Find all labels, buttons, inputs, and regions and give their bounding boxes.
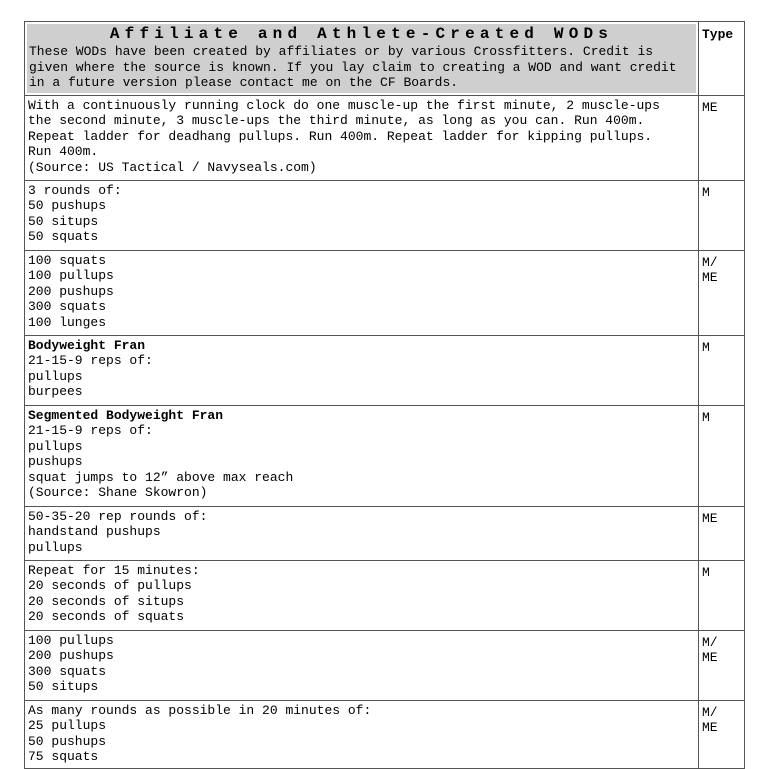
wod-type: [699, 630, 745, 700]
table-row: [25, 180, 745, 250]
wod-line: 20 seconds of situps: [28, 593, 185, 609]
table-row: [25, 630, 745, 700]
wod-line: 100 pullups: [28, 632, 114, 648]
wod-line: handstand pushups: [28, 524, 161, 539]
wod-line: 300 squats: [28, 663, 107, 679]
wod-line: pullups: [28, 438, 83, 454]
table-row: [25, 250, 745, 335]
wod-description: [25, 700, 699, 768]
wod-line: squat jumps to 12” above max reach: [28, 469, 294, 485]
wod-description: [25, 630, 699, 700]
wod-line: (Source: US Tactical / Navyseals.com): [28, 159, 317, 175]
wod-document: [24, 21, 744, 769]
wod-line: 50 situps: [28, 213, 99, 229]
wod-type-line: M/: [702, 704, 718, 720]
wod-line: 50 pushups: [28, 733, 107, 749]
wod-type-line: M/: [702, 254, 718, 270]
wod-type: [699, 250, 745, 335]
wod-line: 100 squats: [28, 252, 107, 268]
wod-line: 3 rounds of:: [28, 182, 122, 198]
wod-line: As many rounds as possible in 20 minutes of:: [28, 702, 372, 718]
wod-type-line: M/: [702, 634, 718, 650]
wod-description: [25, 250, 699, 335]
wod-type-line: ME: [702, 270, 718, 285]
wod-type-line: ME: [702, 650, 718, 665]
wod-line: 25 pullups: [28, 718, 107, 733]
wod-line: Repeat for 15 minutes:: [28, 562, 200, 578]
wod-line: 100 lunges: [28, 314, 107, 330]
table-row: [25, 405, 745, 506]
wod-description: [25, 180, 699, 250]
table-row: [25, 335, 745, 405]
page-title: Affiliate and Athlete-Created WODs: [109, 25, 614, 43]
wod-description: [25, 405, 699, 506]
wod-line: Run 400m.: [28, 144, 99, 159]
wod-line: 21-15-9 reps of:: [28, 423, 153, 438]
wod-type-line: ME: [702, 720, 718, 735]
header-cell: [25, 22, 699, 96]
wod-type: M: [699, 405, 745, 506]
wod-type: M: [699, 180, 745, 250]
wod-line: 21-15-9 reps of:: [28, 353, 153, 368]
wod-line: 20 seconds of pullups: [28, 578, 192, 593]
wod-title: Segmented Bodyweight Fran: [28, 407, 224, 423]
wod-type: M: [699, 335, 745, 405]
wod-description: [25, 506, 699, 560]
wod-line: 200 pushups: [28, 283, 114, 299]
wod-line: pullups: [28, 539, 83, 555]
wod-line: pushups: [28, 454, 83, 469]
wod-line: burpees: [28, 384, 83, 399]
wod-description: [25, 95, 699, 180]
type-column-header: Type: [699, 22, 745, 96]
wod-line: 100 pullups: [28, 268, 114, 283]
wod-line: Repeat ladder for deadhang pullups. Run 400m. Repeat ladder for kipping pullups.: [28, 128, 653, 144]
wod-description: [25, 560, 699, 630]
wod-type: ME: [699, 506, 745, 560]
wod-line: 200 pushups: [28, 648, 114, 663]
wod-line: pullups: [28, 368, 83, 384]
table-row: [25, 95, 745, 180]
wod-title: Bodyweight Fran: [28, 337, 146, 353]
wod-line: 20 seconds of squats: [28, 609, 185, 624]
wod-line: the second minute, 3 muscle-ups the third minute, as long as you can. Run 400m.: [28, 113, 645, 128]
wod-description: [25, 335, 699, 405]
wod-line: 50-35-20 rep rounds of:: [28, 508, 208, 524]
intro-text: These WODs have been created by affiliates or by various Crossfitters. Credit is given where the source is known. If you lay claim to creating a WOD and want credit in a future version please contact me on the CF Boards.: [29, 44, 677, 90]
wod-line: 50 squats: [28, 229, 99, 244]
table-row: [25, 506, 745, 560]
header-row: [25, 22, 745, 96]
wod-line: With a continuously running clock do one muscle-up the first minute, 2 muscle-ups: [28, 97, 660, 113]
wod-line: 50 situps: [28, 679, 99, 694]
wod-line: 300 squats: [28, 299, 107, 314]
wod-line: (Source: Shane Skowron): [28, 485, 208, 500]
wod-type: M: [699, 560, 745, 630]
wod-line: 50 pushups: [28, 198, 107, 213]
table-row: [25, 560, 745, 630]
wod-type: ME: [699, 95, 745, 180]
wod-table: [24, 21, 745, 769]
table-row: [25, 700, 745, 768]
header-box: [27, 24, 696, 93]
wod-type: [699, 700, 745, 768]
wod-line: 75 squats: [28, 749, 99, 764]
